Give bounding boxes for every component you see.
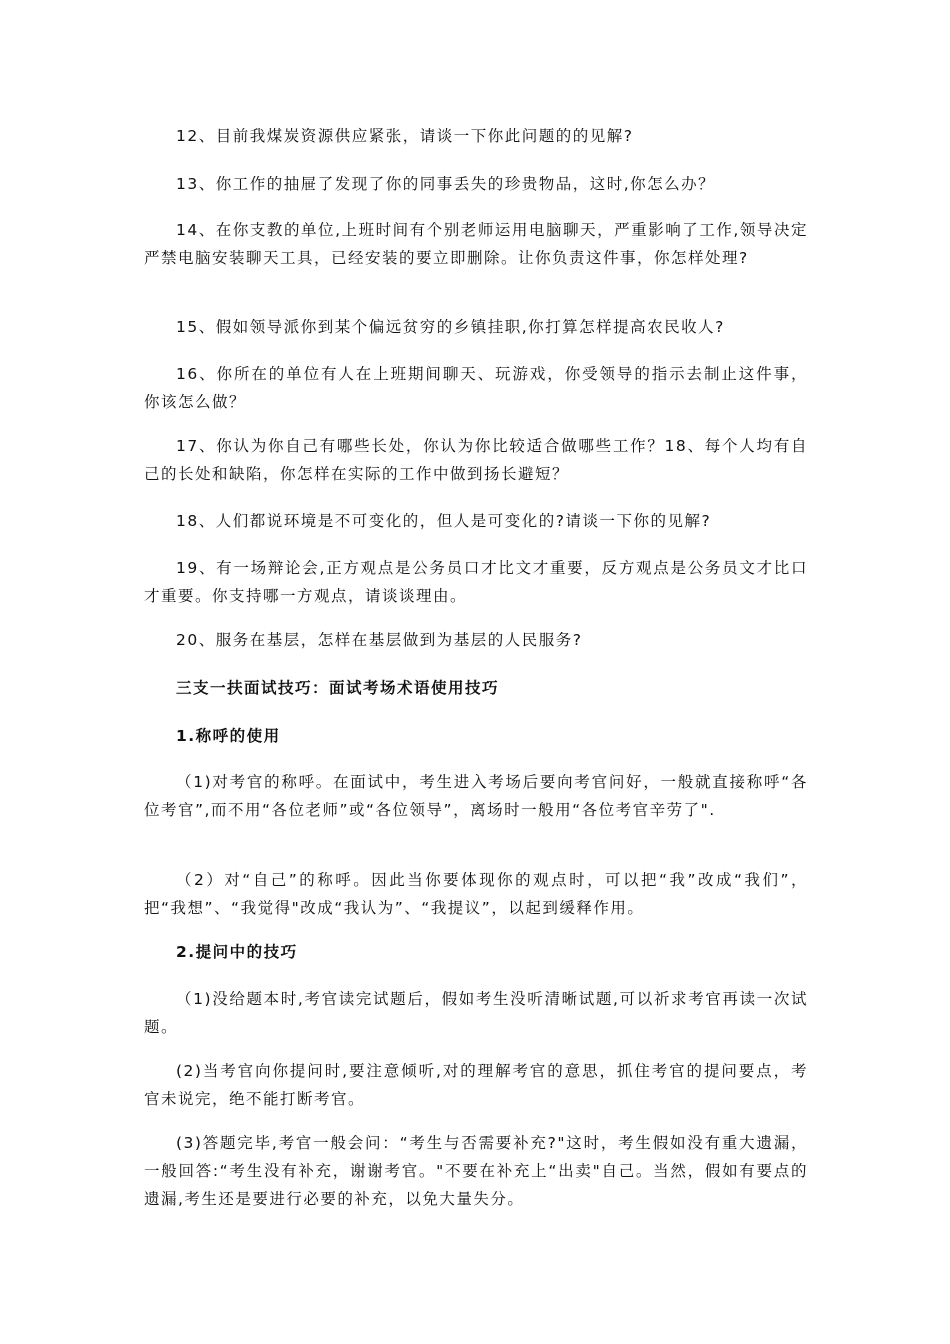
question-12: 12、目前我煤炭资源供应紧张，请谈一下你此问题的的见解?	[176, 127, 634, 145]
question-17: 17、你认为你自己有哪些长处，你认为你比较适合做哪些工作？18、每个人均有自己的长处和缺陷，你怎样在实际的工作中做到扬长避短？	[144, 437, 808, 483]
question-19: 19、有一场辩论会,正方观点是公务员口才比文才重要，反方观点是公务员文才比口才重要。你支持哪一方观点，请谈谈理由。	[144, 559, 808, 605]
paragraph-address-examiner: （1)对考官的称呼。在面试中，考生进入考场后要向考官问好，一般就直接称呼“各位考官”,而不用“各位老师”或“各位领导”，离场时一般用“各位考官辛劳了".	[144, 773, 808, 819]
paragraph-questioning-1: （1)没给题本时,考官读完试题后，假如考生没听清晰试题,可以祈求考官再读一次试题。	[144, 990, 808, 1036]
paragraph-address-self: （2）对“自己”的称呼。因此当你要体现你的观点时，可以把“我”改成“我们”，把“我想”、“我觉得"改成“我认为”、“我提议”，以起到缓释作用。	[144, 871, 808, 917]
subheading-questioning: 2.提问中的技巧	[176, 943, 298, 961]
question-16: 16、你所在的单位有人在上班期间聊天、玩游戏，你受领导的指示去制止这件事，你该怎么做？	[144, 365, 808, 411]
paragraph-questioning-3: (3)答题完毕,考官一般会问：“考生与否需要补充?"这时，考生假如没有重大遗漏，一般回答:“考生没有补充，谢谢考官。"不要在补充上“出卖"自己。当然，假如有要点的遗漏,考生还是要进行必要的补充，以免大量失分。	[144, 1134, 808, 1208]
question-20: 20、服务在基层，怎样在基层做到为基层的人民服务?	[176, 631, 583, 649]
subheading-addressing: 1.称呼的使用	[176, 727, 281, 745]
section-heading: 三支一扶面试技巧：面试考场术语使用技巧	[176, 679, 500, 697]
paragraph-questioning-2: (2)当考官向你提问时,要注意倾听,对的理解考官的意思，抓住考官的提问要点，考官未说完，绝不能打断考官。	[144, 1062, 808, 1108]
question-15: 15、假如领导派你到某个偏远贫穷的乡镇挂职,你打算怎样提高农民收人?	[176, 318, 725, 336]
question-14: 14、在你支教的单位,上班时间有个别老师运用电脑聊天，严重影响了工作,领导决定严禁电脑安装聊天工具，已经安装的要立即删除。让你负责这件事，你怎样处理?	[144, 221, 808, 267]
question-18: 18、人们都说环境是不可变化的，但人是可变化的?请谈一下你的见解?	[176, 512, 712, 530]
question-13: 13、你工作的抽屉了发现了你的同事丢失的珍贵物品，这时,你怎么办？	[176, 175, 716, 193]
